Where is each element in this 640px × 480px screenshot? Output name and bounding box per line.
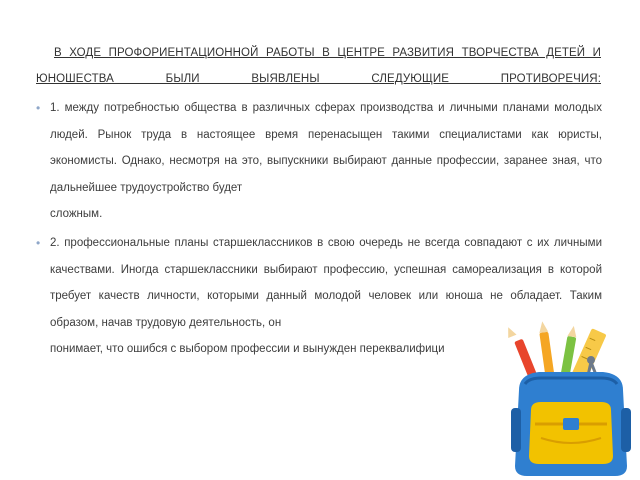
bullet-item-1: [36, 95, 602, 228]
bullet-marker: •: [36, 101, 41, 115]
bullet-marker: •: [36, 236, 41, 250]
bullet-text: 1. между потребностью общества в различных сферах производства и личными планами молодых людей. Рынок труда в настоящее время перенасыщен такими специалистами как юристы, экономисты. Однако, несмотря на это, выпускники выбирают данные профессии, заранее зная, что дальнейшее трудоустройство будет: [50, 102, 602, 194]
bullet-text: 2. профессиональные планы старшеклассников в свою очередь не всегда совпадают с их личными качествами. Иногда старшеклассники выбирают профессию, успешная самореализация в которой требует качеств личности, которыми данный молодой человек или юноша не обладает. Таким образом, начав трудовую деятельность, он: [50, 237, 602, 329]
bullet-text-last-line: сложным.: [50, 208, 103, 220]
school-backpack-with-pencils-icon: [505, 318, 635, 480]
heading-line-1: В ХОДЕ ПРОФОРИЕНТАЦИОННОЙ РАБОТЫ В ЦЕНТРЕ РАЗВИТИЯ ТВОРЧЕСТВА ДЕТЕЙ И: [54, 47, 601, 59]
bullet-paragraph: [36, 95, 602, 228]
slide-heading: [36, 40, 601, 92]
bullet-text-last-line: понимает, что ошибся с выбором профессии и вынужден переквалифици: [50, 343, 445, 355]
heading-line-2: ЮНОШЕСТВА БЫЛИ ВЫЯВЛЕНЫ СЛЕДУЮЩИЕ ПРОТИВОРЕЧИЯ:: [36, 73, 601, 85]
